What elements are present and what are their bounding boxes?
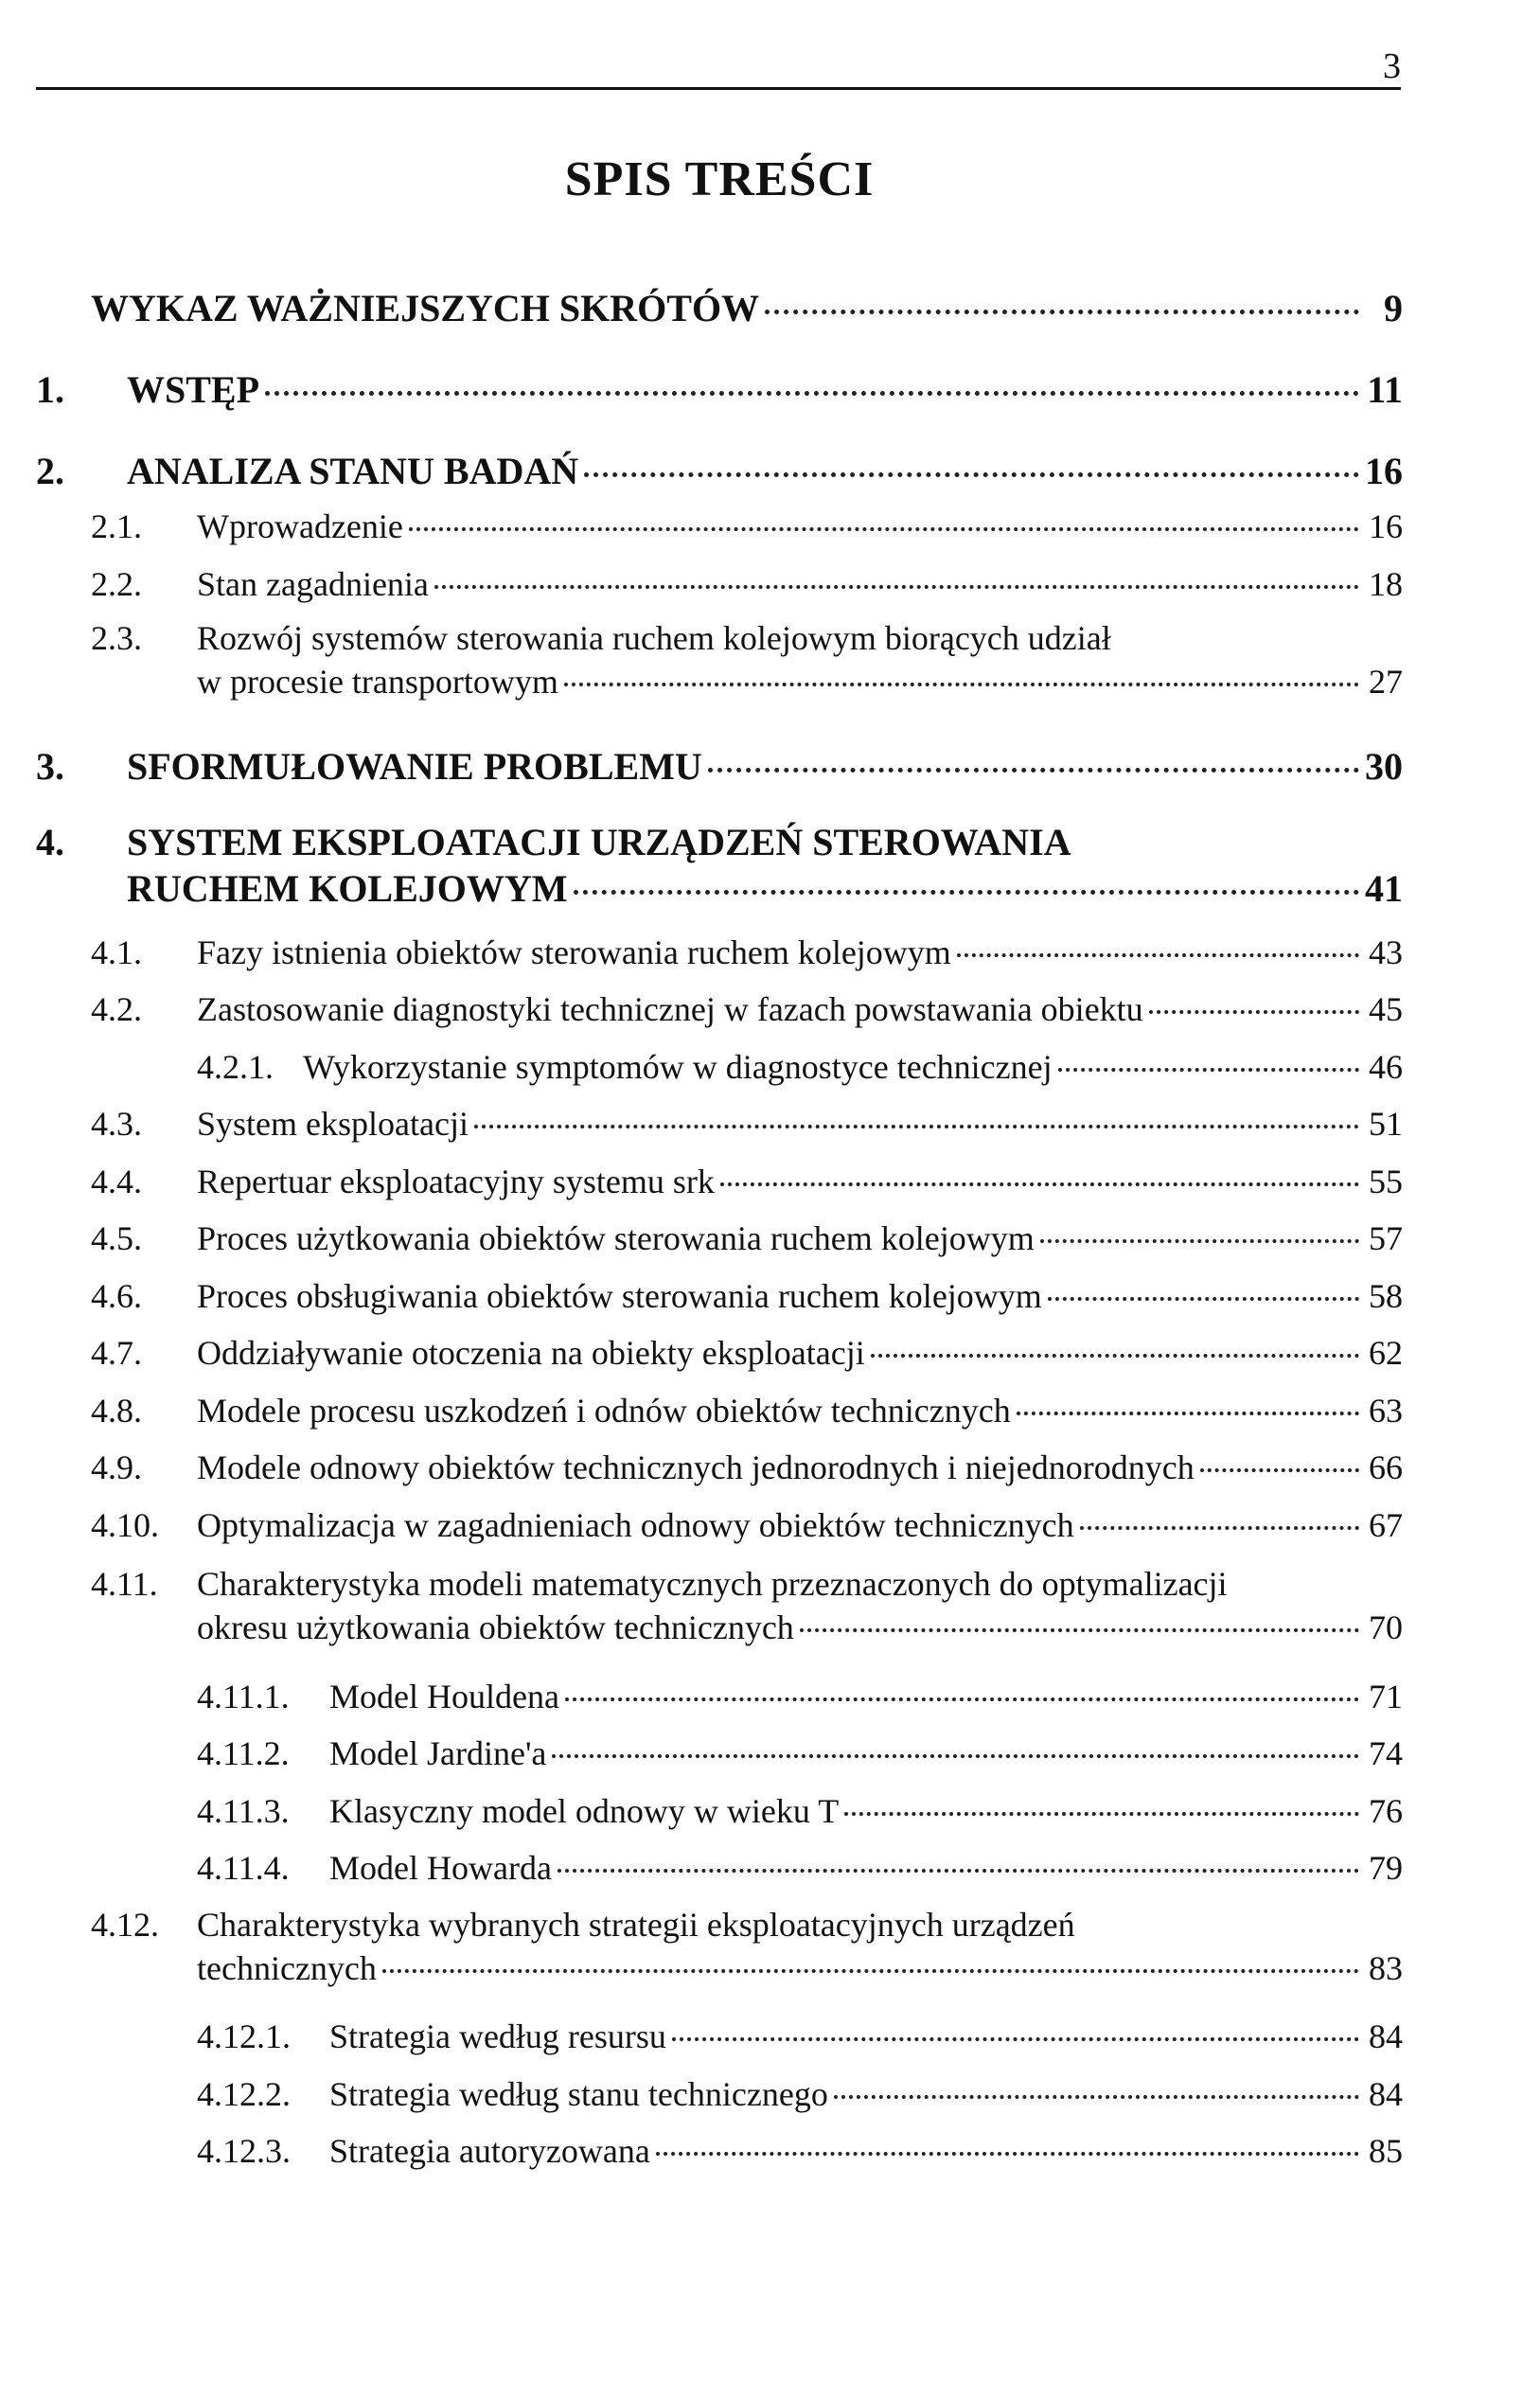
toc-entry-text-line1: Charakterystyka modeli matematycznych przeznaczonych do optymalizacji [197, 1565, 1228, 1603]
toc-page-number: 76 [1369, 1792, 1403, 1830]
dot-leader [552, 1754, 1359, 1758]
dot-leader [564, 683, 1359, 686]
toc-entry-text-line1: Rozwój systemów sterowania ruchem kolejowym biorących udział [197, 619, 1111, 657]
toc-entry-text: Klasyczny model odnowy w wieku T [329, 1792, 840, 1830]
toc-number: 2.3. [91, 619, 142, 657]
toc-entry-text-line2: w procesie transportowym [197, 663, 558, 701]
page-title: SPIS TREŚCI [564, 152, 875, 206]
toc-number: 4.1. [91, 933, 142, 971]
toc-page-number: 18 [1369, 565, 1403, 603]
toc-entry-2-2[interactable] [91, 564, 1403, 604]
toc-number: 4.4. [91, 1163, 142, 1200]
toc-page-number: 71 [1369, 1678, 1403, 1715]
toc-number: 4.12. [91, 1906, 159, 1944]
toc-entry-text: Modele odnowy obiektów technicznych jednorodnych i niejednorodnych [197, 1448, 1195, 1486]
toc-page-number: 63 [1369, 1392, 1403, 1430]
toc-number: 4.5. [91, 1219, 142, 1257]
toc-number: 4.11.1. [197, 1678, 290, 1715]
toc-entry-4-5[interactable] [91, 1218, 1403, 1258]
toc-entry-4-11-2[interactable] [197, 1733, 1403, 1773]
toc-entry-4-2-1[interactable] [197, 1047, 1403, 1087]
toc-entry-4-12-3[interactable] [197, 2131, 1403, 2171]
dot-leader [474, 1125, 1359, 1128]
dot-leader [834, 2095, 1359, 2099]
dot-leader [672, 2037, 1359, 2041]
toc-page-number: 51 [1369, 1105, 1403, 1143]
toc-entry-4-6[interactable] [91, 1276, 1403, 1316]
toc-entry-chapter-4[interactable] [36, 820, 1403, 911]
toc-number: 1. [36, 368, 64, 411]
toc-number: 4. [36, 821, 64, 863]
toc-page-number: 43 [1369, 933, 1403, 971]
toc-entry-2-3[interactable] [91, 618, 1403, 702]
toc-number: 4.2.1. [197, 1048, 274, 1086]
dot-leader [844, 1812, 1359, 1816]
toc-entry-text-line1: SYSTEM EKSPLOATACJI URZĄDZEŃ STEROWANIA [127, 821, 1071, 863]
toc-page-number: 67 [1369, 1506, 1403, 1544]
dot-leader [1200, 1468, 1359, 1472]
toc-entry-4-12[interactable] [91, 1905, 1403, 1988]
dot-leader [1017, 1412, 1359, 1415]
toc-entry-text: WYKAZ WAŻNIEJSZYCH SKRÓTÓW [91, 287, 760, 329]
toc-number: 2.1. [91, 507, 142, 545]
toc-page-number: 16 [1365, 450, 1403, 492]
toc-page-number: 70 [1369, 1608, 1403, 1646]
toc-page-number: 83 [1369, 1949, 1403, 1987]
toc-entry-chapter-2[interactable] [36, 449, 1403, 493]
dot-leader [957, 953, 1359, 957]
dot-leader [565, 1697, 1359, 1701]
toc-entry-text: SFORMUŁOWANIE PROBLEMU [127, 745, 702, 788]
toc-number: 4.10. [91, 1506, 159, 1544]
toc-entry-text: WSTĘP [127, 368, 260, 411]
toc-number: 4.2. [91, 990, 142, 1028]
toc-entry-text: Model Howarda [329, 1849, 552, 1887]
toc-entry-text: Proces użytkowania obiektów sterowania ruchem kolejowym [197, 1219, 1035, 1257]
toc-page-number: 45 [1369, 990, 1403, 1028]
toc-entry-2-1[interactable] [91, 506, 1403, 546]
toc-number: 4.8. [91, 1392, 142, 1430]
toc-page-number: 58 [1369, 1277, 1403, 1315]
toc-number: 4.12.1. [197, 2017, 291, 2055]
dot-leader [871, 1354, 1359, 1358]
toc-entry-4-12-1[interactable] [197, 2017, 1403, 2056]
toc-number: 4.7. [91, 1334, 142, 1372]
toc-number: 4.3. [91, 1105, 142, 1143]
dot-leader [708, 768, 1359, 773]
dot-leader [1058, 1068, 1359, 1072]
toc-entry-4-4[interactable] [91, 1162, 1403, 1201]
toc-entry-4-11-4[interactable] [197, 1848, 1403, 1888]
toc-page-number: 46 [1369, 1048, 1403, 1086]
dot-leader [265, 391, 1359, 396]
toc-entry-text: ANALIZA STANU BADAŃ [127, 450, 579, 492]
dot-leader [1040, 1239, 1359, 1243]
toc-entry-abbreviations[interactable] [91, 286, 1403, 330]
toc-page-number: 66 [1369, 1448, 1403, 1486]
toc-entry-text-line1: Charakterystyka wybranych strategii eksploatacyjnych urządzeń [197, 1906, 1075, 1944]
toc-number: 4.11. [91, 1565, 158, 1603]
toc-entry-4-10[interactable] [91, 1505, 1403, 1545]
toc-number: 4.12.3. [197, 2132, 291, 2170]
toc-number: 2.2. [91, 565, 142, 603]
toc-entry-text: Strategia według stanu technicznego [329, 2075, 828, 2113]
toc-entry-text: Model Jardine'a [329, 1734, 547, 1772]
toc-entry-text: Wprowadzenie [197, 507, 403, 545]
dot-leader [765, 310, 1359, 314]
toc-entry-text: Optymalizacja w zagadnieniach odnowy obiektów technicznych [197, 1506, 1074, 1544]
toc-entry-4-12-2[interactable] [197, 2074, 1403, 2114]
toc-number: 3. [36, 745, 64, 788]
toc-page-number: 41 [1365, 867, 1403, 910]
toc-page-number: 11 [1367, 368, 1403, 411]
dot-leader [1080, 1526, 1359, 1530]
toc-number: 4.9. [91, 1448, 142, 1486]
toc-page-number: 84 [1369, 2075, 1403, 2113]
toc-entry-text: Repertuar eksploatacyjny systemu srk [197, 1163, 715, 1200]
dot-leader [656, 2152, 1359, 2156]
toc-entry-4-7[interactable] [91, 1333, 1403, 1373]
toc-entry-text: Proces obsługiwania obiektów sterowania ruchem kolejowym [197, 1277, 1042, 1315]
toc-entry-4-11-1[interactable] [197, 1677, 1403, 1716]
dot-leader [584, 472, 1359, 477]
dot-leader [720, 1182, 1359, 1186]
toc-page-number: 57 [1369, 1219, 1403, 1257]
toc-page-number: 62 [1369, 1334, 1403, 1372]
toc-entry-4-2[interactable] [91, 989, 1403, 1029]
toc-number: 2. [36, 450, 64, 492]
toc-page-number: 55 [1369, 1163, 1403, 1200]
dot-leader [800, 1628, 1359, 1632]
toc-entry-text: Stan zagadnienia [197, 565, 429, 603]
toc-number: 4.11.2. [197, 1734, 290, 1772]
toc-entry-text-line2: okresu użytkowania obiektów technicznych [197, 1608, 794, 1646]
toc-entry-4-11[interactable] [91, 1564, 1403, 1647]
dot-leader [1149, 1010, 1359, 1014]
dot-leader [434, 585, 1359, 589]
toc-page-number: 30 [1365, 745, 1403, 788]
toc-entry-text: Wykorzystanie symptomów w diagnostyce technicznej [303, 1048, 1053, 1086]
toc-page-number: 85 [1369, 2132, 1403, 2170]
toc-entry-text: Modele procesu uszkodzeń i odnów obiektów technicznych [197, 1392, 1011, 1430]
dot-leader [574, 890, 1359, 895]
toc-page-number: 79 [1369, 1849, 1403, 1887]
toc-entry-text: Strategia według resursu [329, 2017, 666, 2055]
toc-page-number: 16 [1369, 507, 1403, 545]
dot-leader [382, 1969, 1359, 1973]
toc-entry-text-line2: RUCHEM KOLEJOWYM [127, 867, 568, 910]
toc-entry-text-line2: technicznych [197, 1949, 377, 1987]
toc-page-number: 9 [1384, 287, 1403, 329]
toc-entry-4-8[interactable] [91, 1391, 1403, 1430]
toc-entry-text: Model Houldena [329, 1678, 559, 1715]
toc-entry-4-3[interactable] [91, 1104, 1403, 1144]
dot-leader [409, 527, 1359, 531]
toc-page-number: 27 [1369, 663, 1403, 701]
page-number: 3 [1383, 46, 1401, 86]
header-rule [36, 87, 1401, 90]
toc-entry-4-9[interactable] [91, 1448, 1403, 1487]
toc-entry-text: Oddziaływanie otoczenia na obiekty eksploatacji [197, 1334, 865, 1372]
toc-number: 4.12.2. [197, 2075, 291, 2113]
toc-entry-chapter-1[interactable] [36, 367, 1403, 412]
toc-entry-4-11-3[interactable] [197, 1791, 1403, 1831]
toc-entry-text: System eksploatacji [197, 1105, 469, 1143]
toc-entry-text: Zastosowanie diagnostyki technicznej w fazach powstawania obiektu [197, 990, 1143, 1028]
dot-leader [558, 1869, 1359, 1873]
toc-entry-chapter-3[interactable] [36, 744, 1403, 789]
toc-page-number: 84 [1369, 2017, 1403, 2055]
dot-leader [1048, 1297, 1359, 1301]
toc-entry-text: Fazy istnienia obiektów sterowania ruchem kolejowym [197, 933, 951, 971]
toc-number: 4.6. [91, 1277, 142, 1315]
toc-entry-4-1[interactable] [91, 933, 1403, 972]
toc-page-number: 74 [1369, 1734, 1403, 1772]
toc-entry-text: Strategia autoryzowana [329, 2132, 650, 2170]
toc-number: 4.11.4. [197, 1849, 290, 1887]
toc-number: 4.11.3. [197, 1792, 290, 1830]
